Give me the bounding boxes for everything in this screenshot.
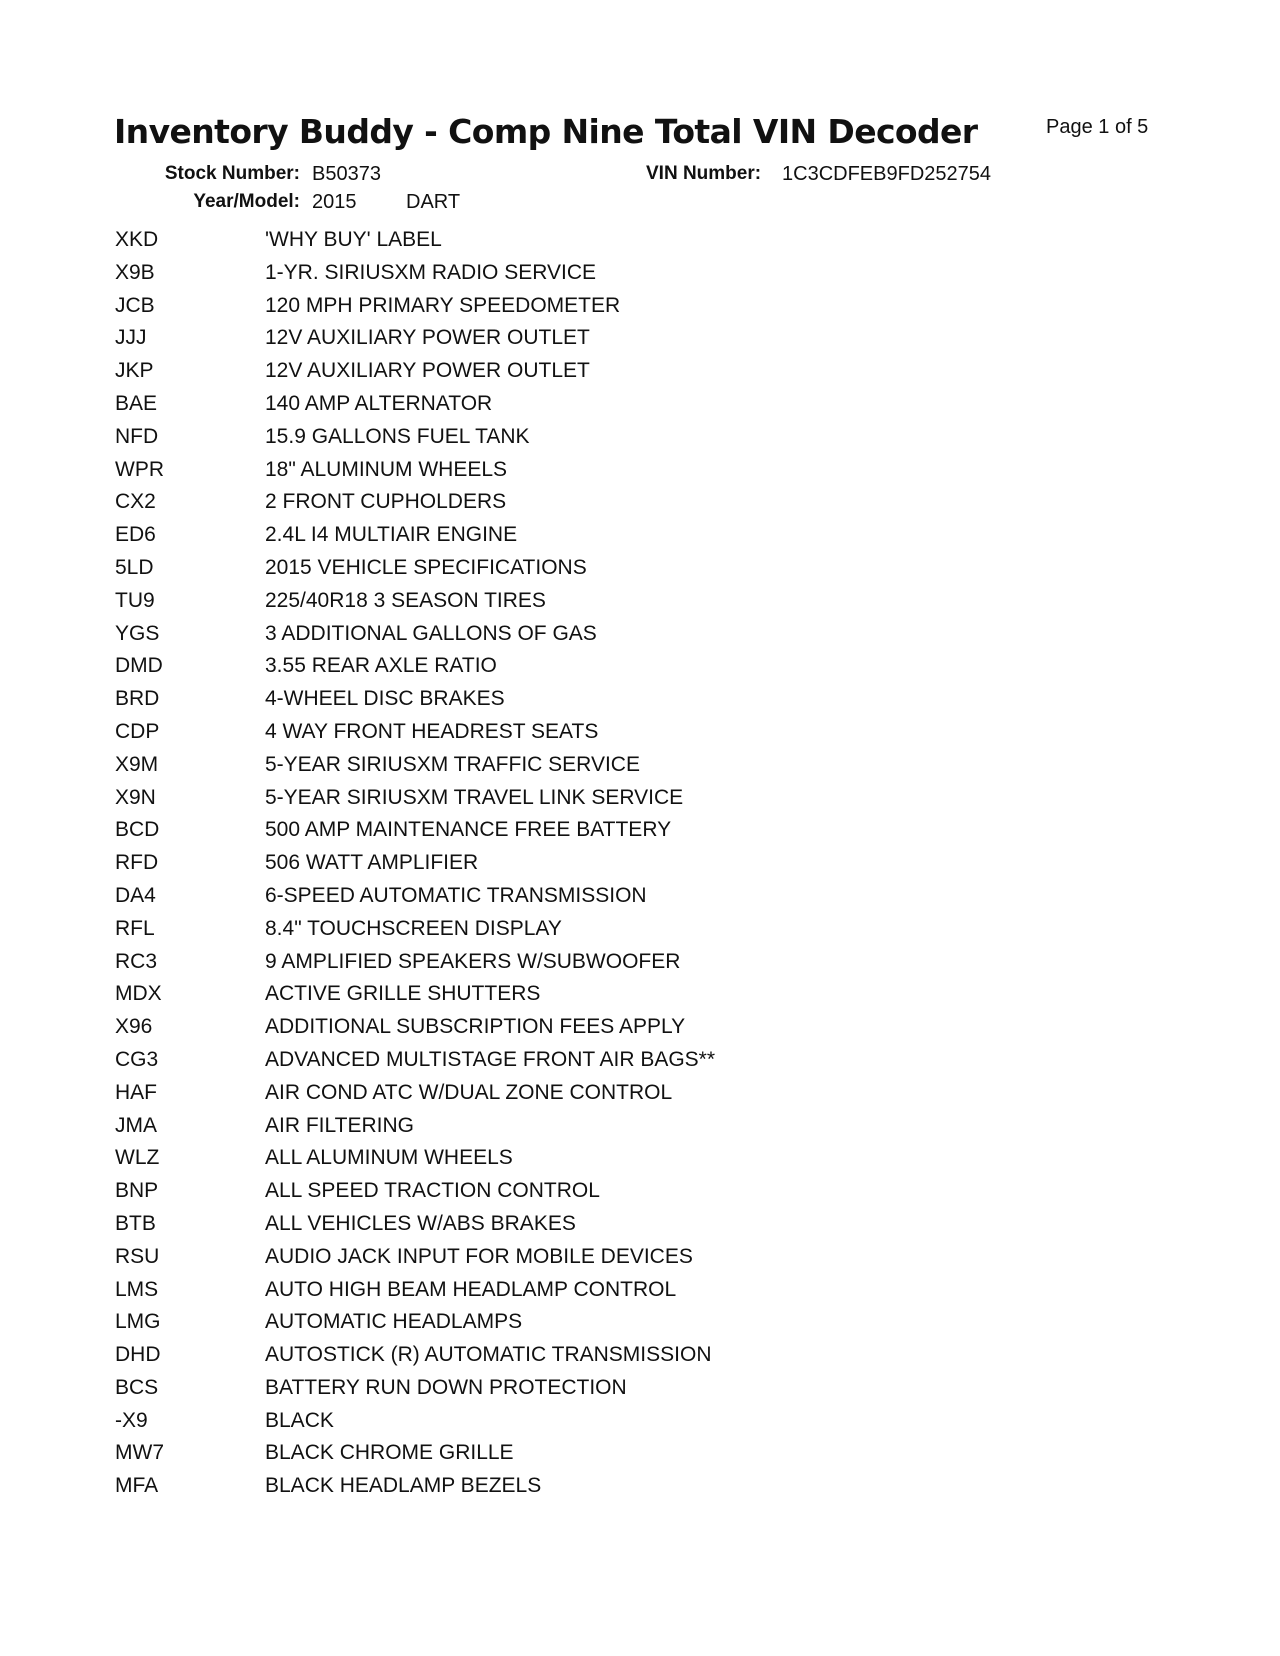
option-row (115, 261, 715, 294)
option-row (115, 654, 715, 687)
option-code: BRD (115, 687, 160, 711)
option-code: DA4 (115, 883, 156, 907)
option-row (115, 425, 715, 458)
option-description: 6-SPEED AUTOMATIC TRANSMISSION (265, 883, 647, 907)
option-description: ALL VEHICLES W/ABS BRAKES (265, 1211, 576, 1235)
option-row (115, 1245, 715, 1278)
option-row (115, 1441, 715, 1474)
option-code: X9M (115, 752, 159, 776)
option-row (115, 359, 715, 392)
option-description: AUTO HIGH BEAM HEADLAMP CONTROL (265, 1277, 677, 1301)
option-row (115, 294, 715, 327)
option-code: X96 (115, 1015, 153, 1039)
option-description: 120 MPH PRIMARY SPEEDOMETER (265, 293, 621, 317)
option-code: RC3 (115, 949, 158, 973)
option-row (115, 950, 715, 983)
option-code: JMA (115, 1113, 157, 1137)
option-code: RFL (115, 916, 155, 940)
option-description: 12V AUXILIARY POWER OUTLET (265, 359, 590, 383)
option-description: 225/40R18 3 SEASON TIRES (265, 588, 546, 612)
option-code: RSU (115, 1244, 160, 1268)
option-description: 15.9 GALLONS FUEL TANK (265, 424, 530, 448)
option-row (115, 458, 715, 491)
option-description: 'WHY BUY' LABEL (265, 228, 442, 251)
option-code: DMD (115, 654, 163, 678)
option-row (115, 1474, 715, 1507)
option-row (115, 1114, 715, 1147)
option-code: XKD (115, 228, 159, 251)
option-row (115, 1015, 715, 1048)
option-code: LMS (115, 1277, 159, 1301)
option-code: BNP (115, 1179, 159, 1203)
option-code: CG3 (115, 1047, 159, 1071)
option-row (115, 622, 715, 655)
option-description: AUTOMATIC HEADLAMPS (265, 1310, 523, 1334)
option-description: BATTERY RUN DOWN PROTECTION (265, 1375, 627, 1399)
option-row (115, 589, 715, 622)
option-description: 8.4" TOUCHSCREEN DISPLAY (265, 916, 562, 940)
option-row (115, 720, 715, 753)
option-code: MW7 (115, 1441, 164, 1465)
option-description: ACTIVE GRILLE SHUTTERS (265, 982, 541, 1006)
option-code: YGS (115, 621, 160, 645)
option-row (115, 818, 715, 851)
vin-number-label: VIN Number: (646, 163, 762, 184)
document-title: Inventory Buddy - Comp Nine Total VIN Decoder (114, 112, 978, 151)
option-description: 5-YEAR SIRIUSXM TRAFFIC SERVICE (265, 752, 640, 776)
option-code: TU9 (115, 588, 155, 612)
page-number: Page 1 of 5 (1046, 116, 1149, 138)
option-description: ADDITIONAL SUBSCRIPTION FEES APPLY (265, 1015, 686, 1039)
option-code: CDP (115, 719, 160, 743)
vin-number-value: 1C3CDFEB9FD252754 (782, 163, 991, 185)
option-description: 4 WAY FRONT HEADREST SEATS (265, 719, 599, 743)
option-code: LMG (115, 1310, 161, 1334)
option-code: JCB (115, 293, 155, 317)
option-row (115, 687, 715, 720)
option-code: X9B (115, 260, 155, 284)
option-row (115, 1376, 715, 1409)
option-description: ALL SPEED TRACTION CONTROL (265, 1179, 600, 1203)
option-code-list (115, 228, 715, 1507)
option-description: 3.55 REAR AXLE RATIO (265, 654, 497, 678)
option-description: AUDIO JACK INPUT FOR MOBILE DEVICES (265, 1244, 693, 1268)
option-description: 9 AMPLIFIED SPEAKERS W/SUBWOOFER (265, 949, 681, 973)
option-code: -X9 (115, 1408, 148, 1432)
option-code: NFD (115, 424, 159, 448)
option-row (115, 490, 715, 523)
option-row (115, 1409, 715, 1442)
option-description: 4-WHEEL DISC BRAKES (265, 687, 505, 711)
option-description: 140 AMP ALTERNATOR (265, 391, 493, 415)
option-description: 3 ADDITIONAL GALLONS OF GAS (265, 621, 597, 645)
option-row (115, 556, 715, 589)
option-description: BLACK CHROME GRILLE (265, 1441, 514, 1465)
option-code: BCS (115, 1375, 159, 1399)
year-model-label: Year/Model: (193, 191, 300, 212)
option-description: 2 FRONT CUPHOLDERS (265, 490, 507, 514)
option-code: X9N (115, 785, 156, 809)
option-description: 12V AUXILIARY POWER OUTLET (265, 326, 590, 350)
option-code: RFD (115, 851, 159, 875)
option-row (115, 523, 715, 556)
option-code: MDX (115, 982, 162, 1006)
option-row (115, 851, 715, 884)
option-row (115, 326, 715, 359)
option-code: HAF (115, 1080, 157, 1104)
option-description: AIR FILTERING (265, 1113, 414, 1137)
option-code: WPR (115, 457, 164, 481)
option-row (115, 982, 715, 1015)
option-code: BAE (115, 391, 158, 415)
option-row (115, 1146, 715, 1179)
option-row (115, 392, 715, 425)
option-row (115, 1081, 715, 1114)
option-description: ALL ALUMINUM WHEELS (265, 1146, 513, 1170)
option-row (115, 1278, 715, 1311)
year-value: 2015 (312, 191, 357, 213)
option-description: AUTOSTICK (R) AUTOMATIC TRANSMISSION (265, 1343, 712, 1367)
model-value: DART (406, 191, 461, 213)
option-description: 2.4L I4 MULTIAIR ENGINE (265, 523, 518, 547)
option-row (115, 753, 715, 786)
option-row (115, 228, 715, 261)
option-description: 5-YEAR SIRIUSXM TRAVEL LINK SERVICE (265, 785, 684, 809)
option-description: BLACK (265, 1408, 334, 1432)
option-code: MFA (115, 1474, 159, 1498)
option-row (115, 1179, 715, 1212)
option-code: 5LD (115, 555, 154, 579)
option-description: 1-YR. SIRIUSXM RADIO SERVICE (265, 260, 597, 284)
option-description: 506 WATT AMPLIFIER (265, 851, 479, 875)
option-code: CX2 (115, 490, 156, 514)
option-row (115, 917, 715, 950)
option-row (115, 1343, 715, 1376)
option-row (115, 1310, 715, 1343)
option-description: AIR COND ATC W/DUAL ZONE CONTROL (265, 1080, 673, 1104)
option-description: 500 AMP MAINTENANCE FREE BATTERY (265, 818, 672, 842)
option-row (115, 1212, 715, 1245)
option-row (115, 884, 715, 917)
option-description: 2015 VEHICLE SPECIFICATIONS (265, 555, 587, 579)
option-code: JKP (115, 359, 154, 383)
option-row (115, 786, 715, 819)
option-code: BCD (115, 818, 160, 842)
option-code: WLZ (115, 1146, 160, 1170)
stock-number-value: B50373 (312, 163, 381, 185)
option-code: DHD (115, 1343, 161, 1367)
stock-number-label: Stock Number: (164, 163, 300, 184)
option-code: ED6 (115, 523, 156, 547)
option-code: JJJ (115, 326, 147, 350)
option-row (115, 1048, 715, 1081)
option-description: 18" ALUMINUM WHEELS (265, 457, 508, 481)
option-code: BTB (115, 1211, 156, 1235)
option-description: ADVANCED MULTISTAGE FRONT AIR BAGS** (265, 1047, 716, 1071)
option-description: BLACK HEADLAMP BEZELS (265, 1474, 542, 1498)
